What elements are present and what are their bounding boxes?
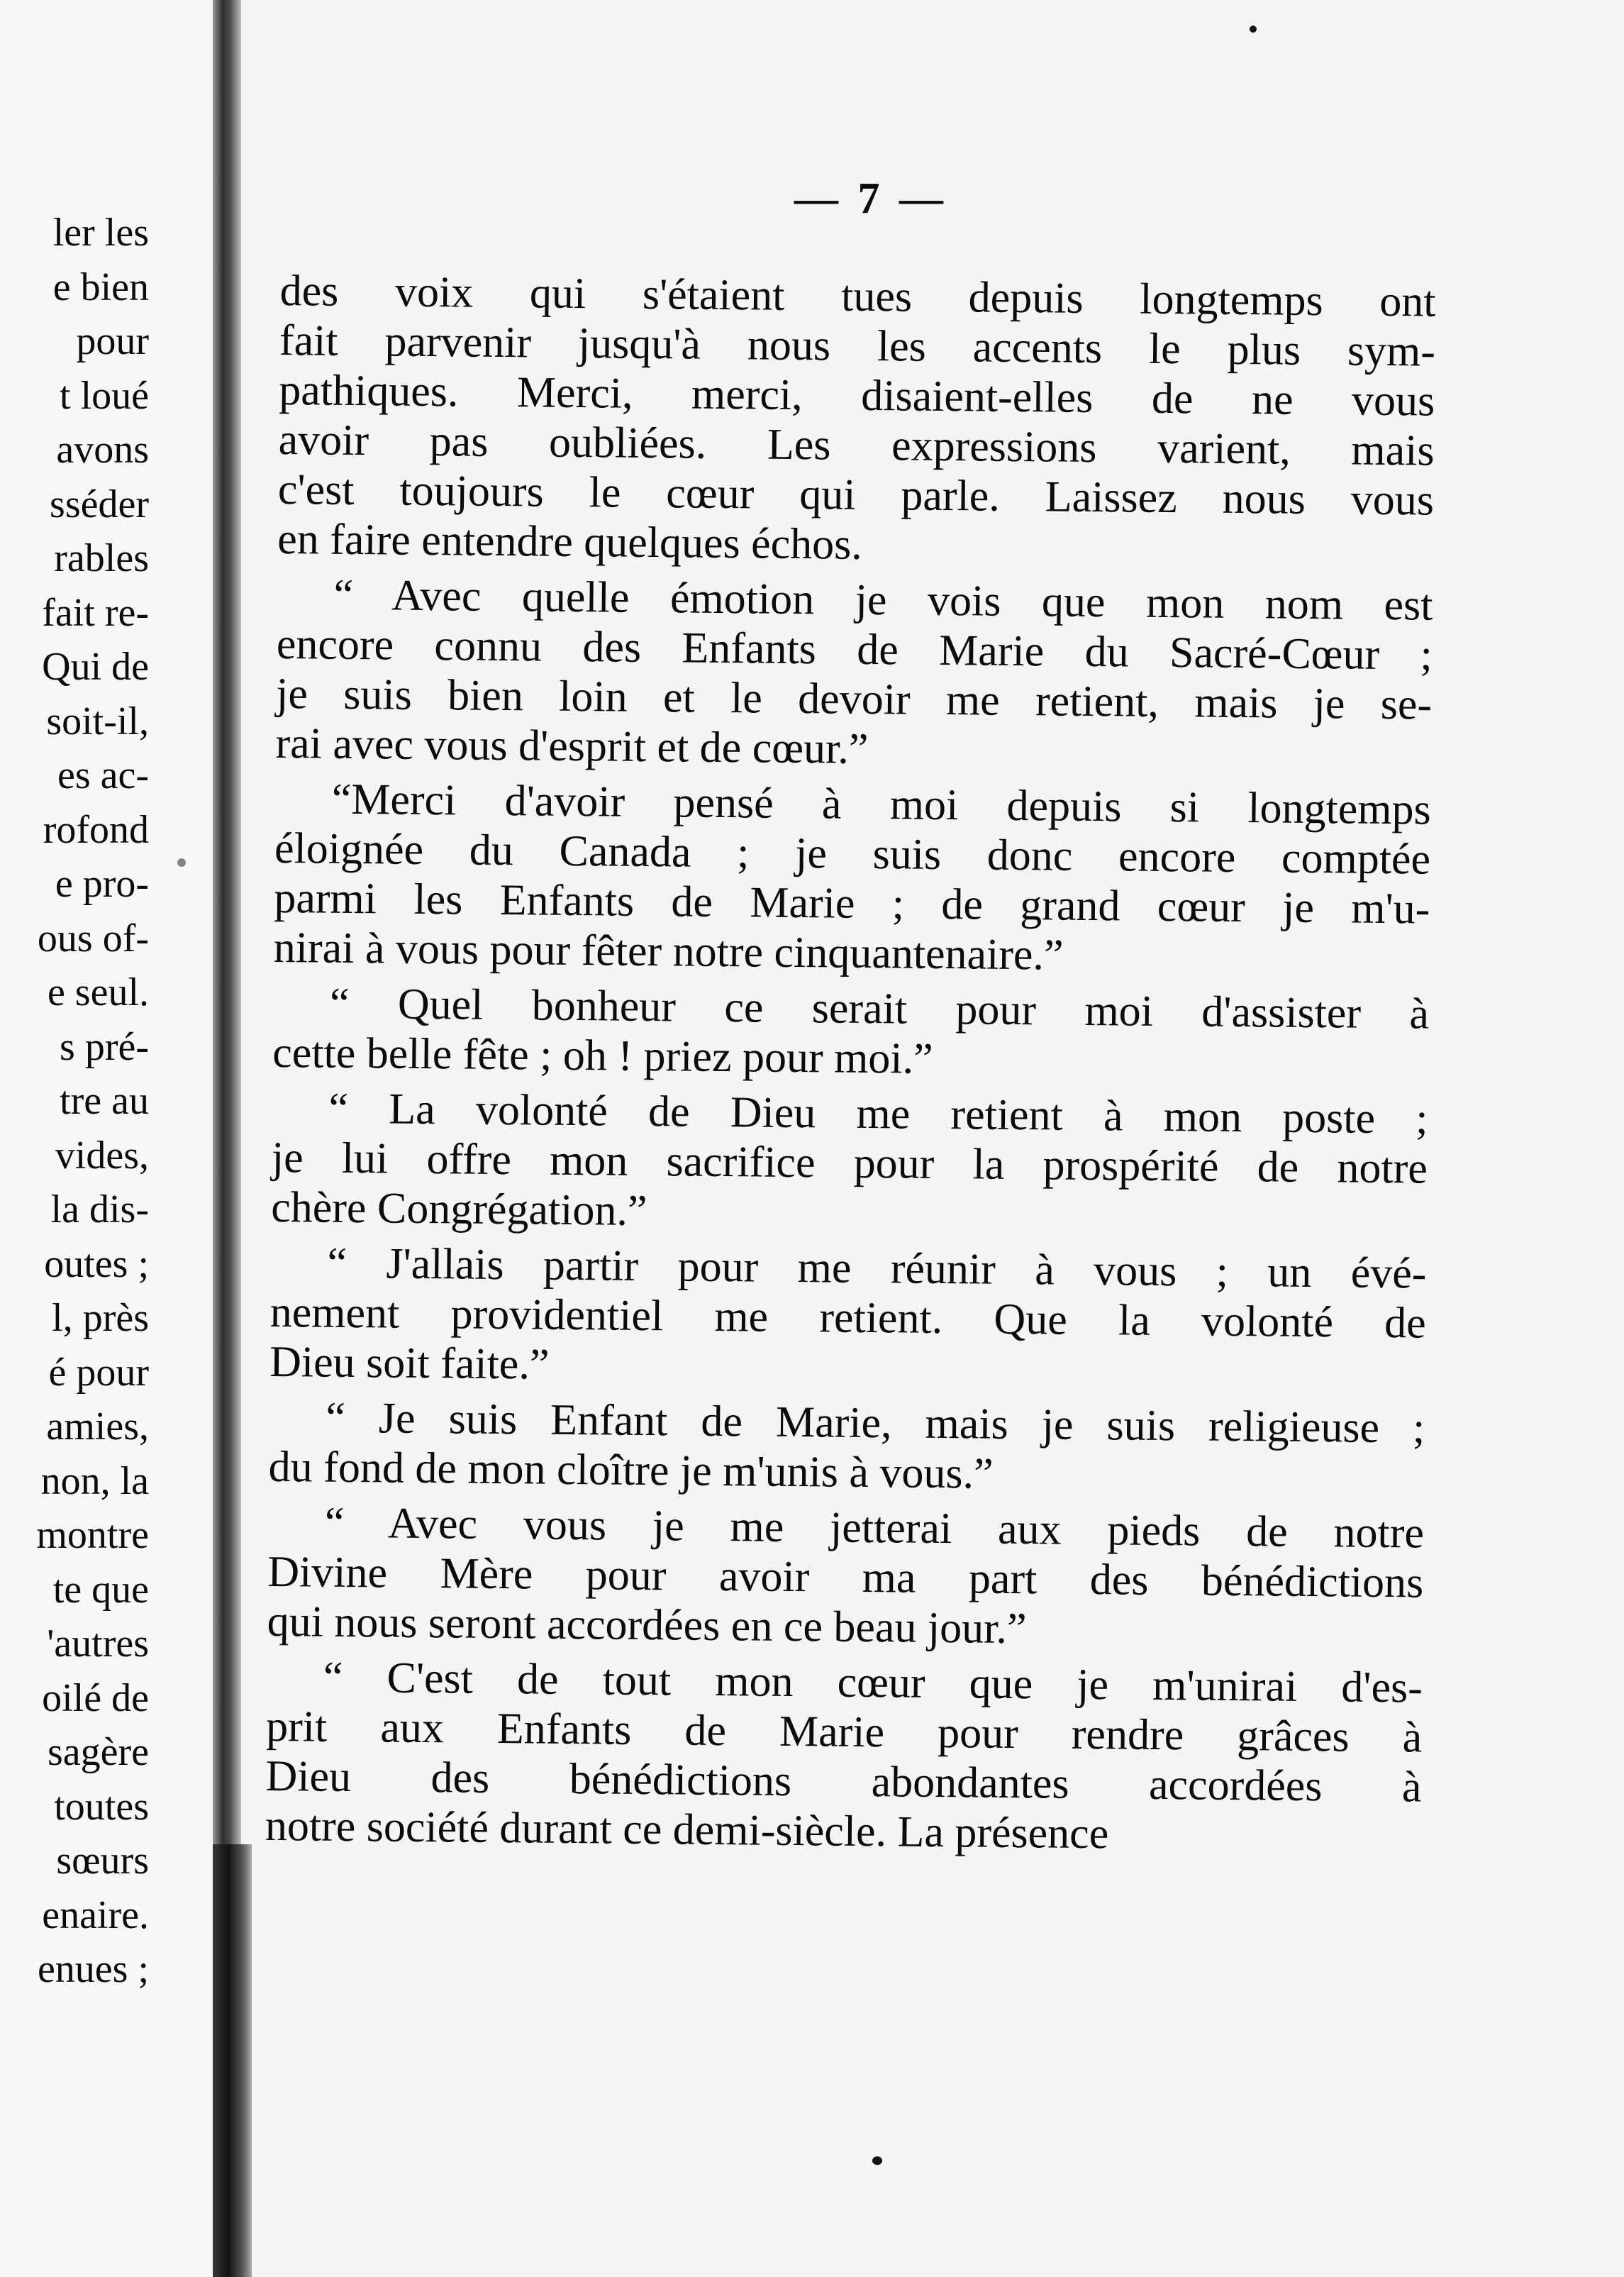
text-line: cette belle fête ; oh ! priez pour moi.” (272, 1028, 933, 1083)
text-line: “Merci d'avoir pensé à moi depuis si longtemps (331, 775, 1432, 834)
text-line: je suis bien loin et le devoir me retient, mais je se- (275, 669, 1433, 729)
facing-page-line: amies, (46, 1405, 149, 1448)
paragraph (269, 1238, 1427, 1398)
text-line: Divine Mère pour avoir ma part des bénédictions (267, 1547, 1424, 1607)
facing-page-line: toutes (54, 1784, 149, 1829)
facing-page-line: soit-il, (46, 699, 149, 743)
facing-page-line: 'autres (47, 1622, 149, 1666)
text-line: “ La volonté de Dieu me retient à mon poste ; (328, 1084, 1428, 1143)
facing-page-line: non, la (40, 1458, 149, 1503)
paragraph (268, 1392, 1425, 1503)
text-line: du fond de mon cloître je m'unis à vous.” (268, 1442, 994, 1498)
facing-page (0, 0, 223, 2277)
paragraph (272, 978, 1429, 1089)
facing-page-line: e pro- (55, 862, 149, 906)
facing-page-line: rofond (43, 807, 149, 852)
text-line: Dieu soit faite.” (269, 1337, 550, 1389)
facing-page-line: te que (52, 1567, 149, 1612)
text-line: prit aux Enfants de Marie pour rendre grâces à (265, 1702, 1423, 1762)
facing-page-line: fait re- (42, 590, 149, 635)
facing-page-line: sœurs (56, 1839, 149, 1883)
text-line: rai avec vous d'esprit et de cœur.” (275, 719, 869, 773)
paragraph (273, 774, 1431, 984)
facing-page-line: e seul. (47, 970, 149, 1014)
text-line: c'est toujours le cœur qui parle. Laissez nous vous (277, 465, 1435, 525)
facing-page-line: sagère (47, 1730, 149, 1774)
text-line: éloignée du Canada ; je suis donc encore comptée (274, 824, 1431, 884)
facing-page-line: é pour (48, 1350, 149, 1395)
ink-speck (872, 2156, 882, 2165)
text-line: qui nous seront accordées en ce beau jour.” (267, 1597, 1027, 1653)
facing-page-line: Qui de (42, 645, 149, 689)
text-line: “ J'allais partir pour me réunir à vous ; un évé- (327, 1239, 1427, 1298)
facing-page-line: ous of- (37, 916, 149, 960)
facing-page-line: enues ; (37, 1947, 149, 1991)
facing-page-line: sséder (50, 482, 149, 526)
paragraph (265, 1652, 1423, 1862)
text-line: encore connu des Enfants de Marie du Sacré-Cœur ; (276, 619, 1433, 680)
facing-page-text (0, 206, 149, 1997)
text-line: nirai à vous pour fêter notre cinquantenaire.” (273, 923, 1064, 980)
facing-page-line: avons (56, 428, 149, 472)
text-line: nement providentiel me retient. Que la volonté de (269, 1287, 1427, 1348)
paragraph (275, 570, 1433, 780)
facing-page-line: e bien (52, 265, 149, 309)
text-line: “ C'est de tout mon cœur que je m'unirai d'es- (323, 1653, 1423, 1712)
body-text (265, 266, 1435, 1868)
facing-page-line: pour (76, 319, 149, 363)
text-line: “ Quel bonheur ce serait pour moi d'assister à (329, 979, 1430, 1038)
text-line: parmi les Enfants de Marie ; de grand cœur je m'u- (274, 873, 1430, 933)
ink-speck (177, 858, 186, 867)
text-line: avoir pas oubliées. Les expressions varient, mais (278, 415, 1435, 475)
facing-page-line: enaire. (42, 1893, 149, 1937)
book-gutter-shadow (213, 1844, 252, 2277)
facing-page-line: montre (36, 1513, 149, 1557)
facing-page-line: l, près (52, 1296, 149, 1340)
paragraph (271, 1083, 1428, 1243)
facing-page-line: s pré- (60, 1024, 149, 1069)
page-number: — 7 — (794, 174, 947, 223)
text-line: fait parvenir jusqu'à nous les accents le plus sym- (279, 316, 1436, 376)
paragraph (277, 266, 1436, 575)
facing-page-line: es ac- (57, 753, 149, 797)
text-line: pathiques. Merci, merci, disaient-elles de ne vous (278, 365, 1435, 426)
text-line: je lui offre mon sacrifice pour la prospérité de notre (271, 1133, 1428, 1193)
facing-page-line: ler les (52, 211, 149, 255)
facing-page-line: rables (54, 536, 149, 580)
facing-page-line: outes ; (44, 1241, 149, 1286)
text-line: notre société durant ce demi-siècle. La présence (265, 1801, 1109, 1858)
paragraph (267, 1497, 1424, 1658)
text-line: en faire entendre quelques échos. (277, 514, 863, 569)
text-line: “ Avec vous je me jetterai aux pieds de notre (324, 1498, 1425, 1558)
text-line: des voix qui s'étaient tues depuis longtemps ont (279, 266, 1436, 326)
facing-page-line: la dis- (50, 1187, 149, 1231)
text-line: “ Je suis Enfant de Marie, mais je suis religieuse ; (326, 1393, 1425, 1453)
text-line: “ Avec quelle émotion je vois que mon nom est (333, 570, 1433, 630)
facing-page-line: tre au (60, 1079, 149, 1123)
facing-page-line: vides, (55, 1133, 149, 1178)
facing-page-line: t loué (60, 373, 149, 418)
ink-speck (1250, 26, 1257, 33)
text-line: chère Congrégation.” (270, 1182, 647, 1236)
text-line: Dieu des bénédictions abondantes accordées à (265, 1751, 1422, 1812)
facing-page-line: oilé de (42, 1675, 149, 1720)
